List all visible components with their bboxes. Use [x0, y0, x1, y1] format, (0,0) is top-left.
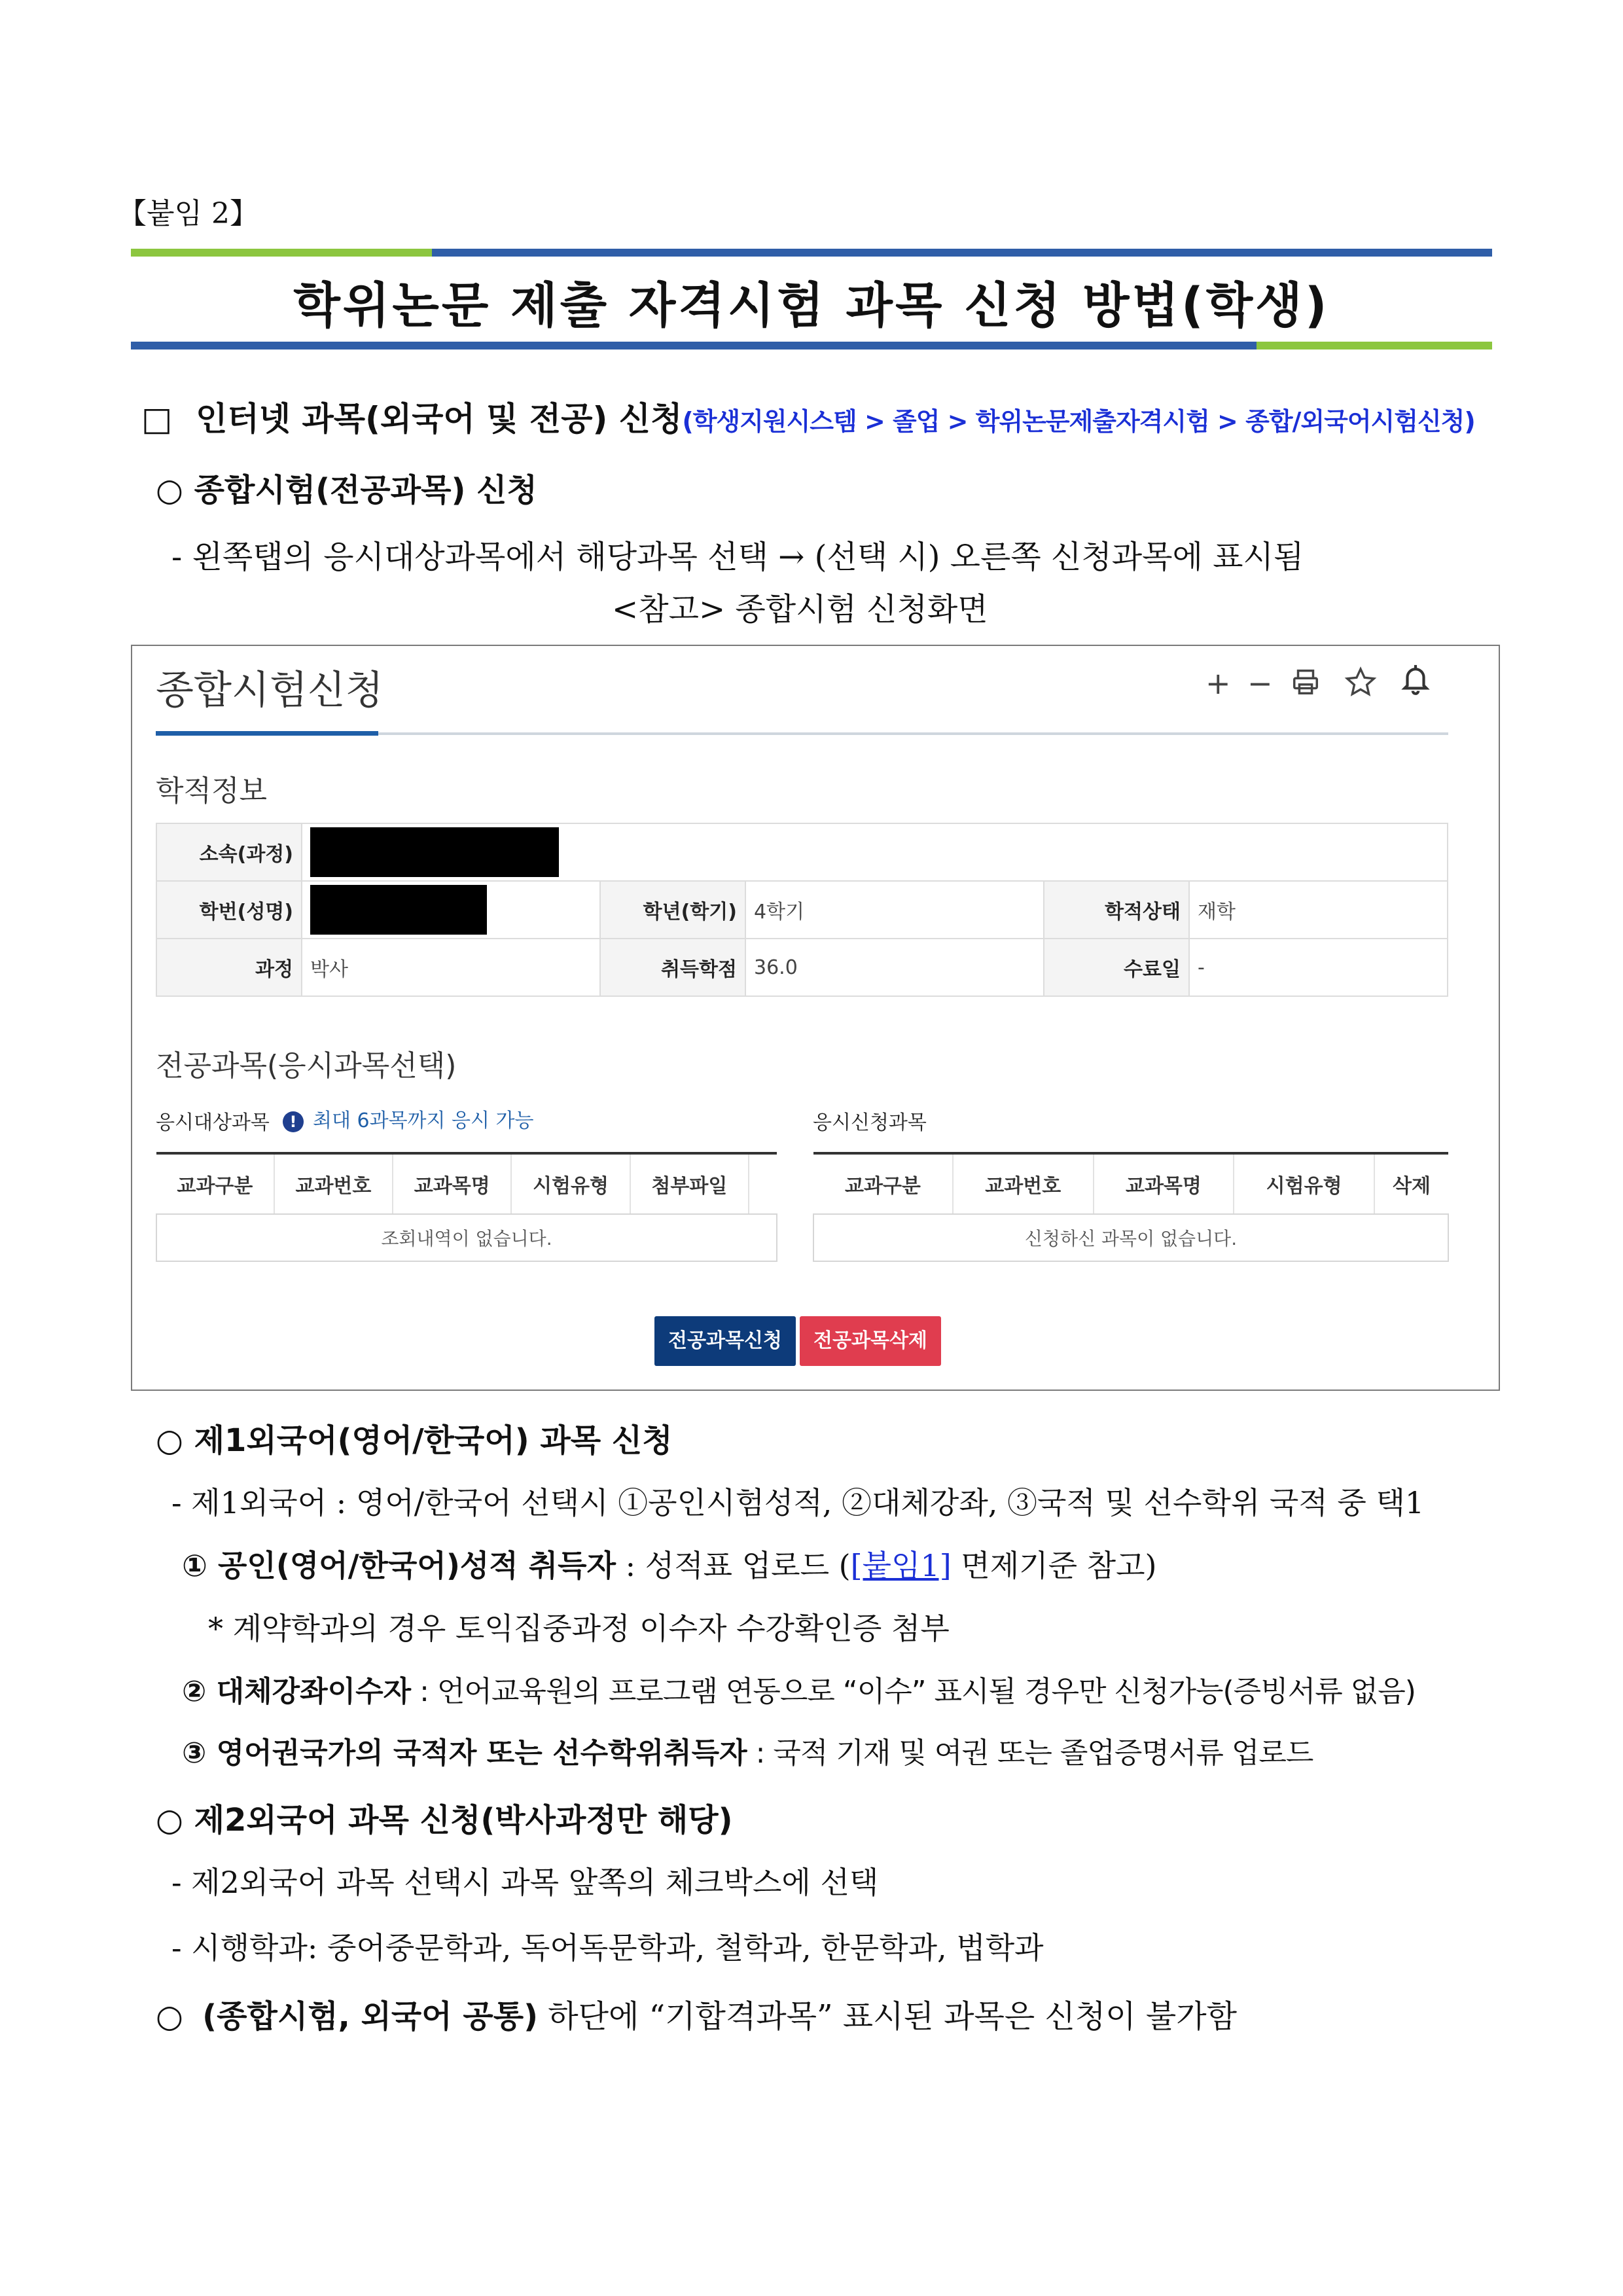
- column-header[interactable]: 교과번호: [274, 1153, 393, 1214]
- lang1-item1-suffix: 면제기준 참고): [951, 1548, 1157, 1583]
- section-heading-text: 인터넷 과목(외국어 및 전공) 신청: [196, 400, 683, 438]
- column-header[interactable]: 삭제: [1374, 1153, 1448, 1214]
- column-header[interactable]: 교과번호: [953, 1153, 1094, 1214]
- apply-major-button[interactable]: 전공과목신청: [654, 1316, 796, 1366]
- info-icon: !: [283, 1111, 304, 1132]
- course-label: 과정: [156, 939, 302, 996]
- column-header[interactable]: 교과구분: [156, 1153, 274, 1214]
- exam-description: - 왼쪽탭의 응시대상과목에서 해당과목 선택 → (선택 시) 오른쪽 신청과목에 표시됨: [171, 539, 1304, 575]
- lang1-description: - 제1외국어 : 영어/한국어 선택시 ①공인시험성적, ②대체강좌, ③국적 및 선수학위 국적 중 택1: [171, 1485, 1425, 1520]
- title-top-bar-blue: [432, 249, 1492, 257]
- exam-heading: ○ 종합시험(전공과목) 신청: [156, 472, 537, 509]
- delete-major-button[interactable]: 전공과목삭제: [800, 1316, 941, 1366]
- lang1-item1-title: ① 공인(영어/한국어)성적 취득자: [182, 1548, 616, 1583]
- year-value: 4학기: [745, 881, 1044, 939]
- common-note-marker: ○: [156, 1998, 183, 2035]
- redaction-box: [310, 885, 487, 935]
- exam-application-screen: [131, 645, 1500, 1391]
- lang1-item1: [182, 1542, 1156, 1585]
- credits-label: 취득학점: [600, 939, 745, 996]
- student-id-label: 학번(성명): [156, 881, 302, 939]
- affiliation-value: [302, 823, 1448, 881]
- bell-icon[interactable]: [1399, 662, 1432, 706]
- page-title: 학위논문 제출 자격시험 과목 신청 방법(학생): [293, 278, 1330, 334]
- zoom-in-button[interactable]: +: [1205, 666, 1231, 701]
- lang1-item3-text: : 국적 기재 및 여권 또는 졸업증명서류 업로드: [747, 1736, 1313, 1770]
- status-value: 재학: [1189, 881, 1448, 939]
- screen-title: 종합시험신청: [156, 668, 383, 713]
- table-row: [813, 1214, 1448, 1261]
- lang1-item1-text: : 성적표 업로드 (: [616, 1548, 851, 1583]
- menu-path: (학생지원시스템 > 졸업 > 학위논문제출자격시험 > 종합/외국어시험신청): [682, 407, 1475, 436]
- status-label: 학적상태: [1044, 881, 1189, 939]
- title-divider-accent: [156, 731, 378, 736]
- lang1-heading: ○ 제1외국어(영어/한국어) 과목 신청: [156, 1422, 673, 1459]
- title-bottom-bar-blue: [131, 342, 1257, 350]
- title-top-bar-green: [131, 249, 432, 257]
- lang1-item2: [182, 1668, 1416, 1710]
- applied-courses-label: 응시신청과목: [813, 1111, 927, 1134]
- max-courses-note: [283, 1104, 534, 1133]
- table-row: [156, 823, 1448, 881]
- course-value: 박사: [302, 939, 600, 996]
- table-row: [156, 881, 1448, 939]
- eligible-courses-table: [156, 1152, 777, 1262]
- redaction-box: [310, 827, 559, 877]
- table-header-row: [813, 1153, 1448, 1214]
- attachment1-link[interactable]: [붙임1]: [850, 1548, 952, 1583]
- column-header[interactable]: 교과구분: [813, 1153, 953, 1214]
- student-id-value: [302, 881, 600, 939]
- printer-icon[interactable]: [1291, 667, 1321, 704]
- lang1-item2-title: ② 대체강좌이수자: [182, 1675, 412, 1708]
- credits-value: 36.0: [745, 939, 1044, 996]
- major-heading: 전공과목(응시과목선택): [156, 1049, 457, 1083]
- year-label: 학년(학기): [600, 881, 745, 939]
- column-header[interactable]: 시험유형: [511, 1153, 630, 1214]
- column-header[interactable]: 시험유형: [1234, 1153, 1374, 1214]
- common-note-title: (종합시험, 외국어 공통): [202, 1998, 539, 2035]
- attachment-tag: 【붙임 2】: [118, 197, 259, 230]
- empty-message: 신청하신 과목이 없습니다.: [813, 1214, 1448, 1261]
- max-courses-note-text: 최대 6과목까지 응시 가능: [313, 1109, 534, 1132]
- title-bottom-bar-green: [1257, 342, 1492, 350]
- completion-value: -: [1189, 939, 1448, 996]
- student-info-heading: 학적정보: [156, 774, 268, 808]
- table-header-row: [156, 1153, 777, 1214]
- lang2-description2: - 시행학과: 중어중문학과, 독어독문학과, 철학과, 한문학과, 법학과: [171, 1930, 1044, 1965]
- completion-label: 수료일: [1044, 939, 1189, 996]
- column-header[interactable]: 첨부파일: [630, 1153, 749, 1214]
- lang1-item1-note: * 계약학과의 경우 토익집중과정 이수자 수강확인증 첨부: [208, 1611, 950, 1646]
- lang1-item3-title: ③ 영어권국가의 국적자 또는 선수학위취득자: [182, 1736, 747, 1770]
- checkbox-marker: □: [141, 400, 173, 438]
- lang2-description1: - 제2외국어 과목 선택시 과목 앞쪽의 체크박스에 선택: [171, 1865, 879, 1900]
- eligible-courses-label: 응시대상과목: [156, 1111, 270, 1134]
- screen-caption: <참고> 종합시험 신청화면: [612, 591, 988, 628]
- column-header-spacer: [749, 1153, 777, 1214]
- affiliation-label: 소속(과정): [156, 823, 302, 881]
- table-row: [156, 1214, 777, 1261]
- applied-courses-table: [813, 1152, 1449, 1262]
- section-heading: [141, 393, 1475, 440]
- empty-message: 조회내역이 없습니다.: [156, 1214, 777, 1261]
- student-info-table: [156, 823, 1448, 997]
- lang2-heading: ○ 제2외국어 과목 신청(박사과정만 해당): [156, 1802, 733, 1839]
- lang1-item3: [182, 1729, 1313, 1771]
- common-note-text: 하단에 “기합격과목” 표시된 과목은 신청이 불가함: [538, 1998, 1238, 2035]
- star-icon[interactable]: [1344, 666, 1377, 706]
- common-note: [156, 1991, 1237, 2036]
- column-header[interactable]: 교과목명: [393, 1153, 511, 1214]
- zoom-out-button[interactable]: −: [1247, 666, 1273, 701]
- lang1-item2-text: : 언어교육원의 프로그램 연동으로 “이수” 표시될 경우만 신청가능(증빙서류 없음): [411, 1675, 1416, 1708]
- table-row: [156, 939, 1448, 996]
- column-header[interactable]: 교과목명: [1094, 1153, 1234, 1214]
